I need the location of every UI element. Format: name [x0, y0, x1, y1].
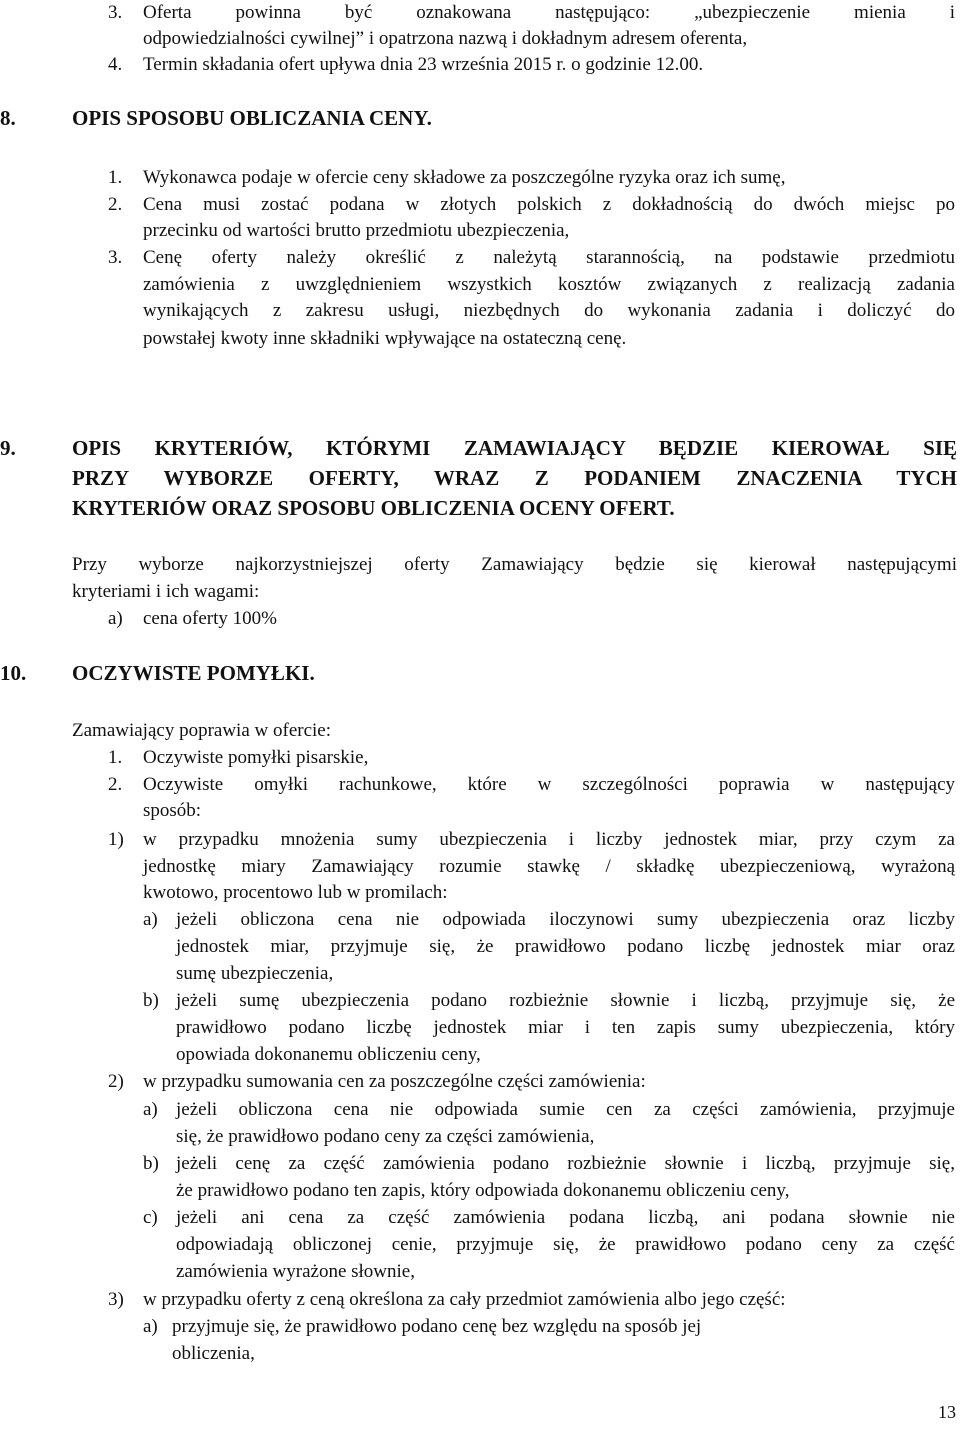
list-number: 2.	[108, 194, 123, 215]
paragraph-line: kwotowo, procentowo lub w promilach:	[143, 882, 448, 903]
list-number: 1.	[108, 167, 123, 188]
paragraph-line: w przypadku sumowania cen za poszczególne części zamówienia:	[143, 1071, 646, 1092]
paragraph-line: Cenę oferty należy określić z należytą starannością, na podstawie przedmiotu	[143, 247, 955, 268]
paragraph-line: obliczenia,	[172, 1343, 255, 1364]
paragraph-line: Przy wyborze najkorzystniejszej oferty Zamawiający będzie się kierował następującymi	[72, 554, 957, 575]
list-number: a)	[143, 1316, 158, 1337]
paragraph-line: sumę ubezpieczenia,	[176, 963, 334, 984]
list-number: a)	[143, 909, 158, 930]
paragraph-line: jeżeli obliczona cena nie odpowiada iloczynowi sumy ubezpieczenia oraz liczby	[176, 909, 955, 930]
paragraph-line: odpowiadają obliczonej cenie, przyjmuje się, że prawidłowo podano ceny za część	[176, 1234, 955, 1255]
paragraph-line: jednostkę miary Zamawiający rozumie stawkę / składkę ubezpieczeniową, wyrażoną	[143, 856, 955, 877]
paragraph-line: Cena musi zostać podana w złotych polskich z dokładnością do dwóch miejsc po	[143, 194, 955, 215]
list-number: 2.	[108, 774, 123, 795]
paragraph-line: jeżeli sumę ubezpieczenia podano rozbieżnie słownie i liczbą, przyjmuje się, że	[176, 990, 955, 1011]
section-number: 10.	[0, 661, 27, 685]
list-number: 4.	[108, 54, 123, 75]
list-number: a)	[143, 1099, 158, 1120]
paragraph-line: przecinku od wartości brutto przedmiotu ubezpieczenia,	[143, 220, 570, 241]
list-number: b)	[143, 1153, 159, 1174]
list-number: 3.	[108, 2, 123, 23]
paragraph-line: jeżeli ani cena za część zamówienia podana liczbą, ani podana słownie nie	[176, 1207, 955, 1228]
paragraph-line: cena oferty 100%	[143, 608, 277, 629]
section-heading: OPIS KRYTERIÓW, KTÓRYMI ZAMAWIAJĄCY BĘDZIE KIEROWAŁ SIĘ	[72, 436, 957, 460]
paragraph-line: że prawidłowo podano ten zapis, który odpowiada dokonanemu obliczeniu ceny,	[176, 1180, 790, 1201]
section-heading: KRYTERIÓW ORAZ SPOSOBU OBLICZENIA OCENY OFERT.	[72, 496, 675, 520]
paragraph-line: Wykonawca podaje w ofercie ceny składowe za poszczególne ryzyka oraz ich sumę,	[143, 167, 786, 188]
list-number: b)	[143, 990, 159, 1011]
paragraph-line: zamówienia wyrażone słownie,	[176, 1261, 415, 1282]
paragraph-line: Oczywiste omyłki rachunkowe, które w szczególności poprawia w następujący	[143, 774, 955, 795]
paragraph-line: wynikających z zakresu usługi, niezbędnych do wykonania zadania i doliczyć do	[143, 300, 955, 321]
list-number: 1)	[108, 829, 124, 850]
section-heading: OPIS SPOSOBU OBLICZANIA CENY.	[72, 106, 432, 130]
paragraph-line: powstałej kwoty inne składniki wpływające na ostateczną cenę.	[143, 328, 627, 349]
paragraph-line: Termin składania ofert upływa dnia 23 września 2015 r. o godzinie 12.00.	[143, 54, 704, 75]
paragraph-line: kryteriami i ich wagami:	[72, 581, 260, 602]
section-heading: OCZYWISTE POMYŁKI.	[72, 661, 315, 685]
paragraph-line: Zamawiający poprawia w ofercie:	[72, 720, 332, 741]
list-number: 1.	[108, 747, 123, 768]
paragraph-line: Oferta powinna być oznakowana następująco: „ubezpieczenie mienia i	[143, 2, 955, 23]
section-number: 9.	[0, 436, 16, 460]
paragraph-line: jeżeli cenę za część zamówienia podano rozbieżnie słownie i liczbą, przyjmuje się,	[176, 1153, 955, 1174]
paragraph-line: w przypadku mnożenia sumy ubezpieczenia i liczby jednostek miar, przy czym za	[143, 829, 955, 850]
section-heading: PRZY WYBORZE OFERTY, WRAZ Z PODANIEM ZNACZENIA TYCH	[72, 466, 957, 490]
list-number: 3.	[108, 247, 123, 268]
paragraph-line: jednostek miar, przyjmuje się, że prawidłowo podano liczbę jednostek miar oraz	[176, 936, 955, 957]
paragraph-line: jeżeli obliczona cena nie odpowiada sumie cen za części zamówienia, przyjmuje	[176, 1099, 955, 1120]
paragraph-line: sposób:	[143, 800, 202, 821]
paragraph-line: się, że prawidłowo podano ceny za części zamówienia,	[176, 1126, 595, 1147]
paragraph-line: Oczywiste pomyłki pisarskie,	[143, 747, 369, 768]
list-number: 2)	[108, 1071, 124, 1092]
list-number: 3)	[108, 1289, 124, 1310]
paragraph-line: odpowiedzialności cywilnej” i opatrzona nazwą i dokładnym adresem oferenta,	[143, 28, 748, 49]
paragraph-line: prawidłowo podano liczbę jednostek miar i ten zapis sumy ubezpieczenia, który	[176, 1017, 955, 1038]
page-number: 13	[938, 1402, 956, 1422]
list-number: c)	[143, 1207, 158, 1228]
paragraph-line: opowiada dokonanemu obliczeniu ceny,	[176, 1044, 481, 1065]
section-number: 8.	[0, 106, 16, 130]
paragraph-line: przyjmuje się, że prawidłowo podano cenę bez względu na sposób jej	[172, 1316, 702, 1337]
list-number: a)	[108, 608, 123, 629]
paragraph-line: zamówienia z uwzględnieniem wszystkich kosztów związanych z realizacją zadania	[143, 274, 955, 295]
paragraph-line: w przypadku oferty z ceną określona za cały przedmiot zamówienia albo jego część:	[143, 1289, 786, 1310]
